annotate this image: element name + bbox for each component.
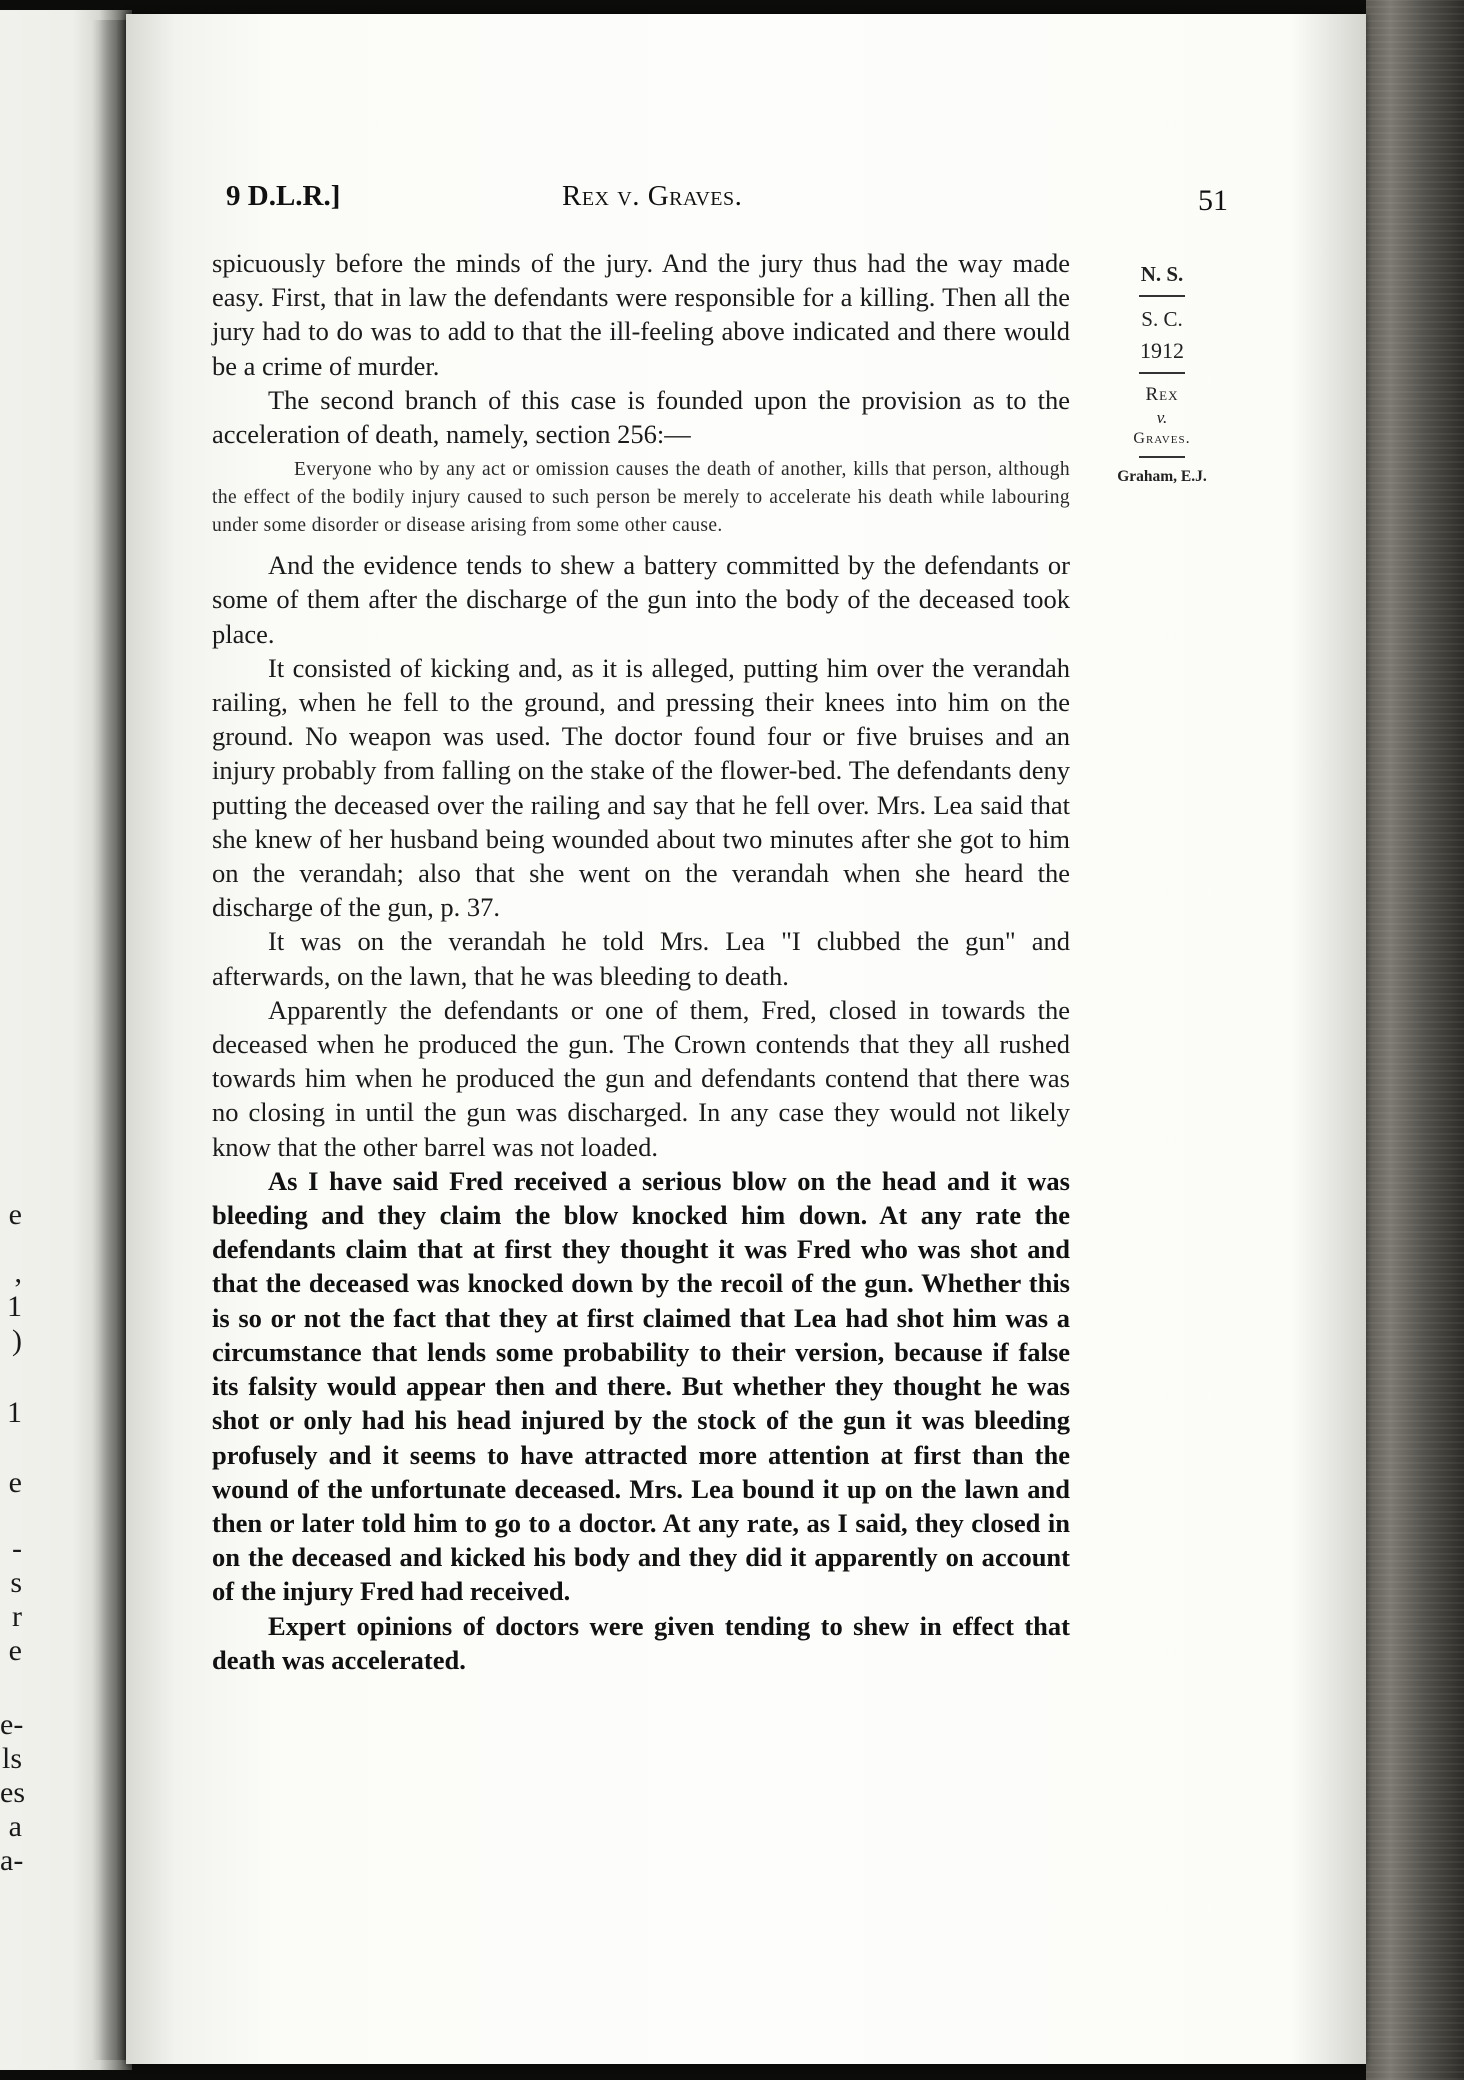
body-text <box>212 246 1070 1677</box>
paragraph-continued: spicuously before the minds of the jury. And the jury thus had the way made easy. First, that in law the defendants were responsible for a killing. Then all the jury had to do was to add to that the ill-feeling above indicated and there would be a crime of murder. <box>212 248 1070 381</box>
margin-rule <box>1139 295 1185 297</box>
left-page-fragment: r <box>12 1600 22 1633</box>
left-page-fragment: e <box>8 1634 22 1667</box>
left-page-fragment: e <box>8 1198 22 1231</box>
left-page-fragment: es <box>0 1776 25 1809</box>
margin-year: 1912 <box>1140 338 1184 363</box>
case-title: Rex v. Graves. <box>562 180 743 212</box>
left-page-fragment: ls <box>1 1742 22 1775</box>
paragraph-fred-blow: As I have said Fred received a serious blow on the head and it was bleeding and they claim the blow knocked him down. At any rate the defendants claim that at first they thought it was Fred who was shot and that the deceased was knocked down by the recoil of the gun. Whether this is so or not the fact that they at first claimed that Lea had shot him was a circumstance that lends some probability to their version, because if false its falsity would appear then and there. But whether they thought he was shot or only had his head injured by the stock of the gun it was bleeding profusely and it seems to have attracted more attention at first than the wound of the unfortunate deceased. Mrs. Lea bound it up on the lawn and then or later told him to go to a doctor. At any rate, as I said, they closed in on the deceased and kicked his body and they did it apparently on account of the injury Fred had received. <box>212 1165 1070 1607</box>
running-head <box>226 180 1256 230</box>
left-page-fragment: 1 <box>7 1290 22 1323</box>
paragraph-expert-opinions: Expert opinions of doctors were given tending to shew in effect that death was accelerated. <box>212 1610 1070 1675</box>
left-page-fragment: , <box>14 1256 22 1289</box>
page-number: 51 <box>1198 184 1228 217</box>
paragraph-second-branch: The second branch of this case is founded upon the provision as to the acceleration of death, namely, section 256:— <box>212 384 1070 450</box>
left-page-fragment: a- <box>0 1844 24 1877</box>
paragraph-closed-in: Apparently the defendants or one of them, Fred, closed in towards the deceased when he produced the gun. The Crown contends that they all rushed towards him when he produced the gun and defendants contend that there was no closing in until the gun was discharged. In any case they would not likely know that the other barrel was not loaded. <box>212 994 1070 1162</box>
book-binding-edge <box>1366 0 1464 2080</box>
margin-versus: v. <box>1156 408 1168 427</box>
statute-quote: Everyone who by any act or omission causes the death of another, kills that person, although the effect of the bodily injury caused to such person be merely to accelerate his death while labouring under some disorder or disease arising from some other cause. <box>212 459 1070 537</box>
margin-party-graves: Graves. <box>1133 430 1191 447</box>
margin-jurisdiction: N. S. <box>1140 262 1184 286</box>
left-page-fragment: s <box>10 1566 22 1599</box>
margin-court: S. C. <box>1141 307 1183 331</box>
margin-judge: Graham, E.J. <box>1117 468 1207 485</box>
margin-rule <box>1139 456 1185 458</box>
paragraph-evidence: And the evidence tends to shew a battery committed by the defendants or some of them after the discharge of the gun into the body of the deceased took place. <box>212 550 1070 649</box>
volume-label: 9 D.L.R.] <box>226 180 341 212</box>
left-page-fragment: e- <box>0 1708 24 1741</box>
left-page-fragment: - <box>12 1532 22 1565</box>
paragraph-verandah: It was on the verandah he told Mrs. Lea "I clubbed the gun" and afterwards, on the lawn, that he was bleeding to death. <box>212 926 1070 991</box>
left-page-fragment: a <box>8 1810 22 1843</box>
left-page-fragment: 1 <box>7 1396 22 1429</box>
left-page-fragment: e <box>8 1466 22 1499</box>
margin-rule <box>1139 372 1185 374</box>
paragraph-kicking: It consisted of kicking and, as it is alleged, putting him over the verandah railing, when he fell to the ground, and pressing their knees into him on the ground. No weapon was used. The doctor found four or five bruises and an injury probably from falling on the stake of the flower-bed. The defendants deny putting the deceased over the railing and say that he fell over. Mrs. Lea said that she knew of her husband being wounded about two minutes after she got to him on the verandah; also that she went on the verandah when she heard the discharge of the gun, p. 37. <box>212 652 1070 923</box>
left-page-fragment: ) <box>12 1324 22 1357</box>
margin-party-rex: Rex <box>1145 384 1179 405</box>
margin-notes <box>1100 262 1224 486</box>
